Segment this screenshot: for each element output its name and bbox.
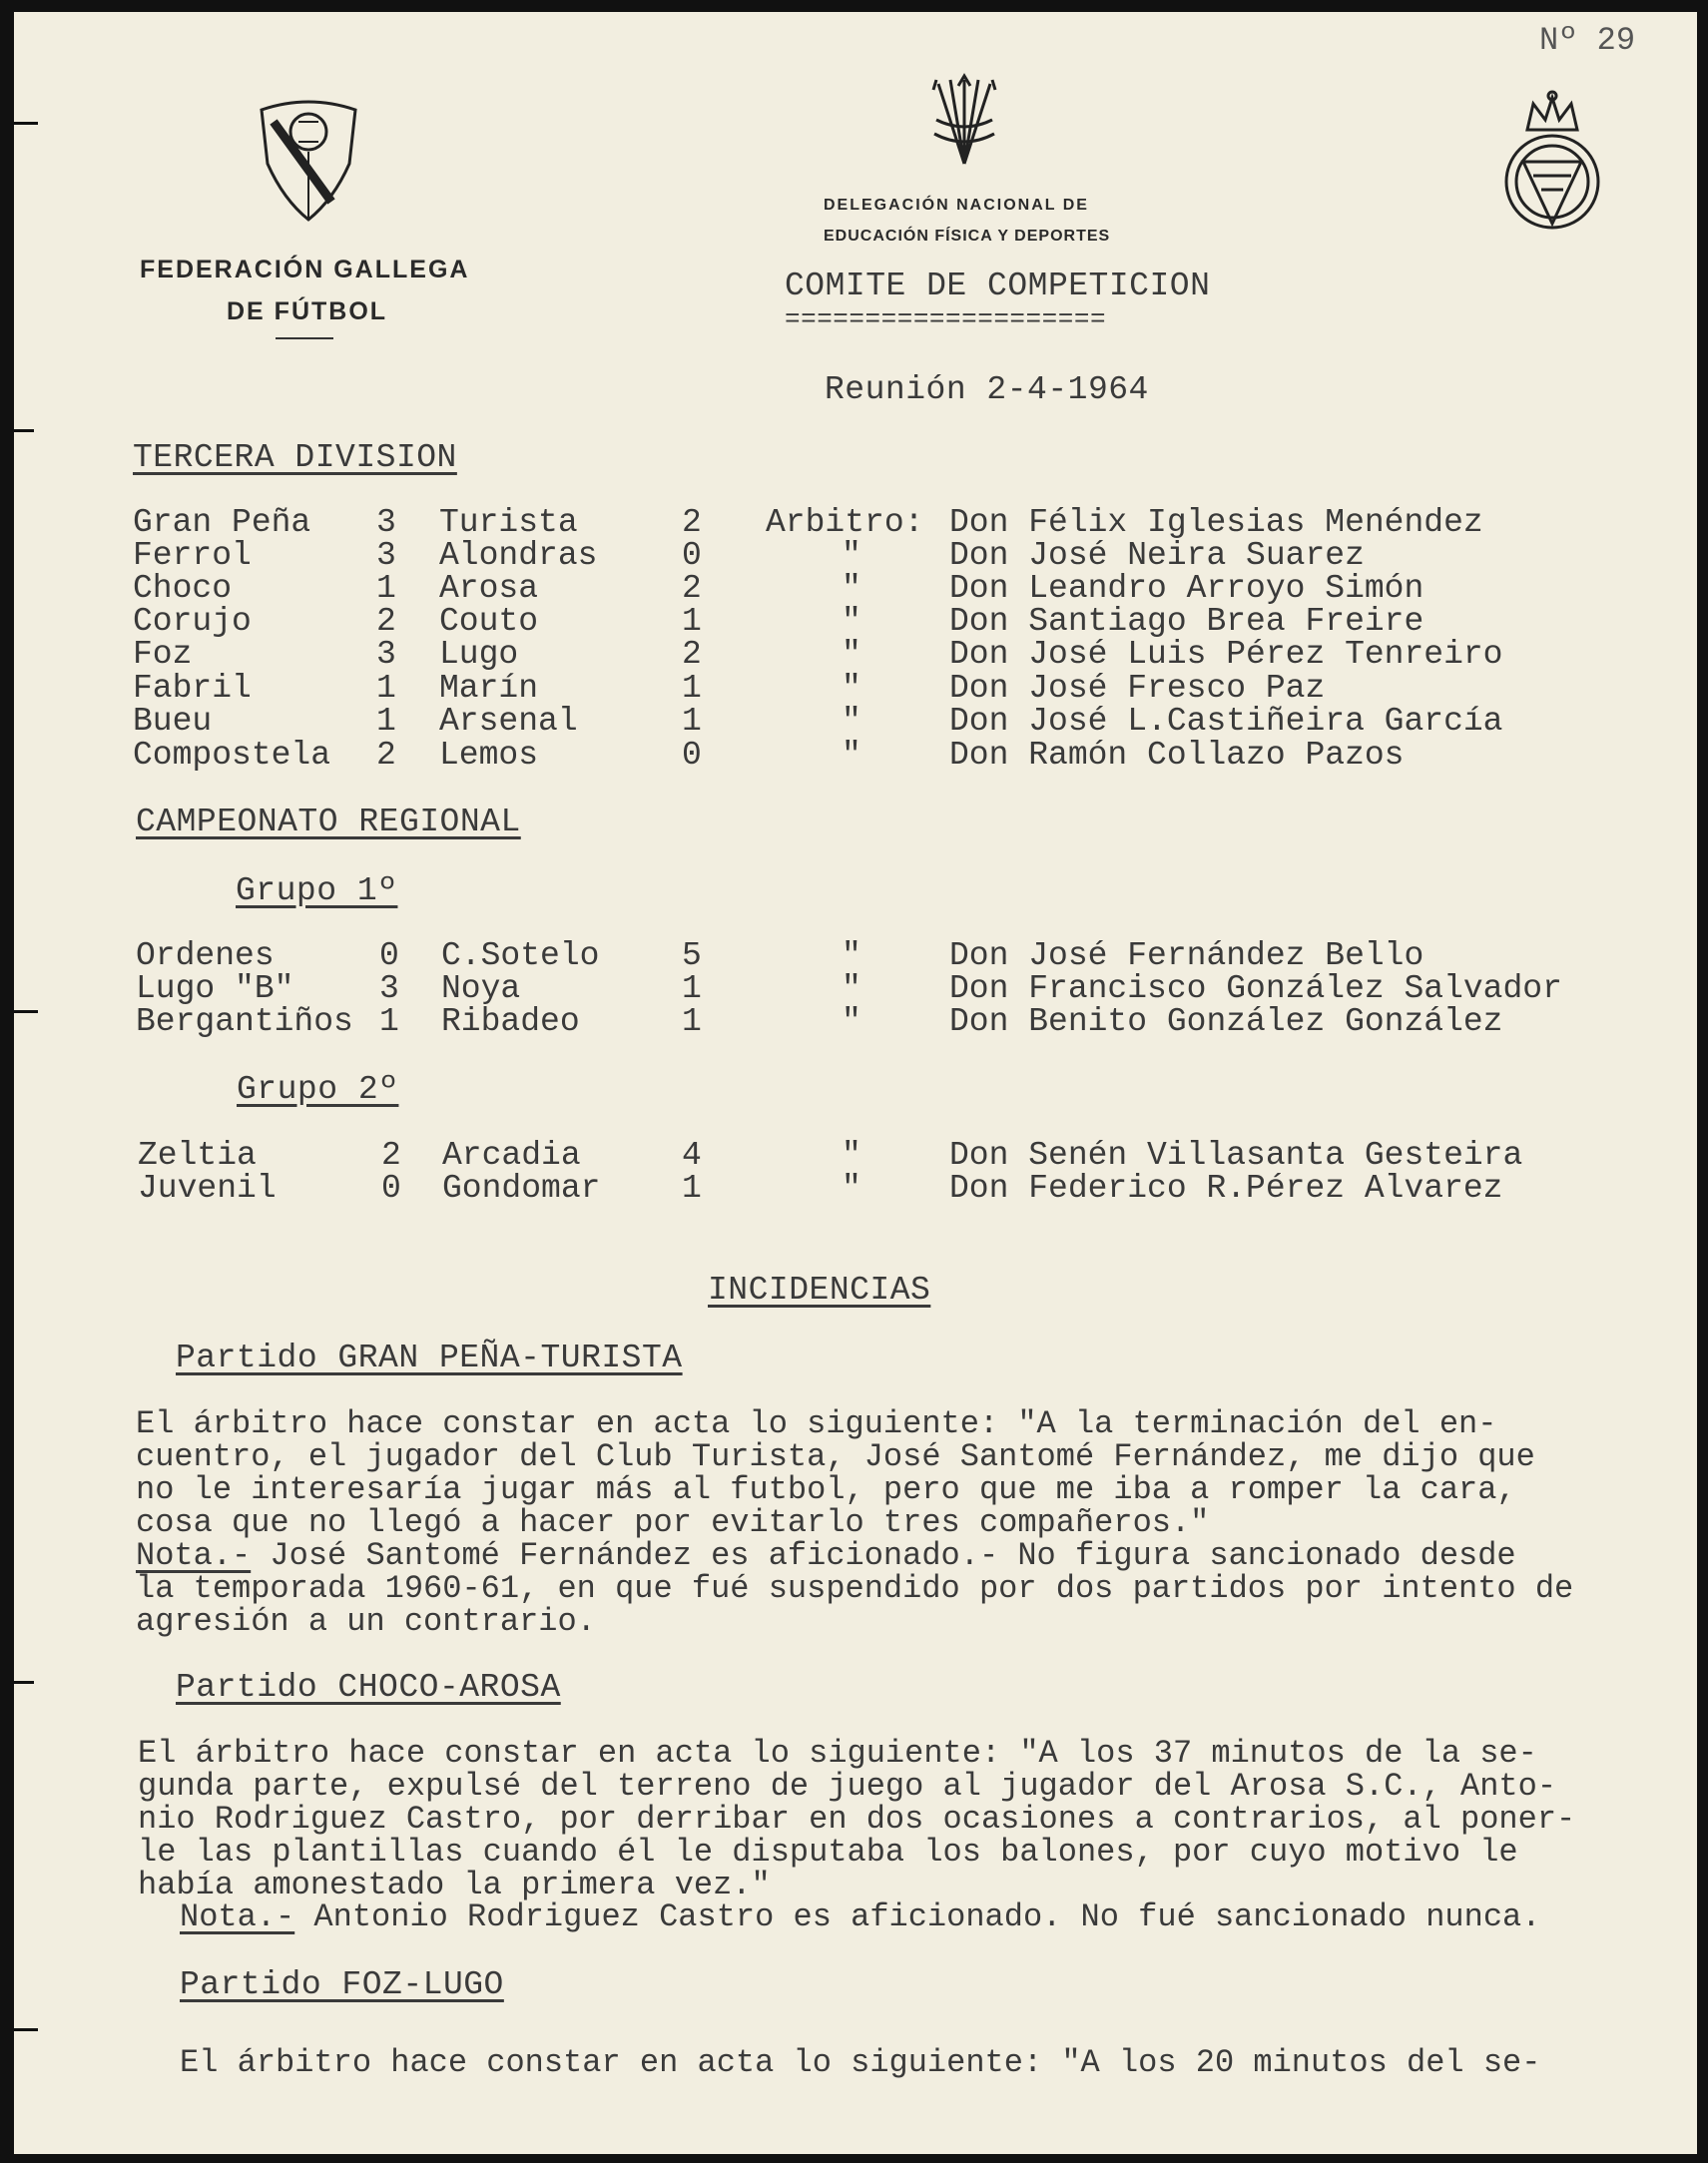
home-team: Bueu [133,703,213,740]
note-text: Antonio Rodriguez Castro es aficionado. No fué sancionado nunca. [294,1898,1541,1935]
referee-name: Don Federico R.Pérez Alvarez [949,1170,1503,1207]
referee-name: Don José Fernández Bello [949,937,1424,974]
match-row [133,739,1530,773]
note-label: Nota.- [180,1898,295,1935]
away-team: Arosa [439,570,539,607]
away-team: Noya [441,970,521,1007]
away-team: Arcadia [442,1137,581,1174]
federation-emblem-logo [254,92,363,224]
referee-name: Don José Luis Pérez Tenreiro [949,636,1503,673]
match-incident-title-3: Partido FOZ-LUGO [180,1966,504,2003]
match-row [133,705,1530,739]
ditto-mark: " [842,703,861,740]
away-score: 1 [682,703,702,740]
away-team: Arsenal [439,703,578,740]
home-score: 2 [381,1137,401,1174]
home-score: 3 [379,970,399,1007]
away-score: 1 [682,1003,702,1040]
referee-name: Don Leandro Arroyo Simón [949,570,1424,607]
committee-title: COMITE DE COMPETICION [785,268,1211,304]
home-team: Choco [133,570,233,607]
match-row [136,972,1633,1006]
incident-note-1 [136,1539,1516,1572]
group2-heading: Grupo 2º [237,1071,399,1108]
document-number: Nº 29 [1539,22,1636,59]
ditto-mark: " [842,970,861,1007]
home-score: 1 [376,703,396,740]
incident-body-2: El árbitro hace constar en acta lo siguiente: "A los 37 minutos de la se- gunda parte, expulsé del terreno de juego al jugador del Arosa S.C., Anto- nio Rodriguez Castro, por derribar en dos ocasiones a contrarios, al poner- le las plantillas cuando él le disputaba los balones, por cuyo motivo le había amonestado la primera vez." [138,1735,1576,1903]
referee-name: Don José L.Castiñeira García [949,703,1503,740]
home-team: Fabril [133,670,252,707]
home-score: 2 [376,603,396,640]
group1-heading: Grupo 1º [236,872,398,909]
home-score: 3 [376,504,396,541]
match-row [133,605,1530,639]
ditto-mark: " [842,636,861,673]
crowned-crest-emblem-logo [1497,90,1607,240]
away-score: 5 [682,937,702,974]
punch-mark [8,2028,38,2031]
referee-name: Don José Fresco Paz [949,670,1326,707]
referee-name: Don Santiago Brea Freire [949,603,1424,640]
match-incident-title-2: Partido CHOCO-AROSA [176,1669,561,1706]
home-team: Ferrol [133,537,252,574]
away-team: Gondomar [442,1170,601,1207]
home-team: Zeltia [138,1137,257,1174]
federation-rule [276,337,333,339]
away-score: 4 [682,1137,702,1174]
section-heading-incidencias: INCIDENCIAS [708,1272,931,1309]
committee-title-rule: ==================== [785,304,1107,334]
away-score: 0 [682,737,702,774]
yoke-arrows-emblem-logo [924,72,1004,170]
federation-name-line1: FEDERACIÓN GALLEGA [140,256,470,283]
incident-note-2 [180,1900,1540,1933]
punch-mark [8,429,34,432]
match-row [136,1005,1633,1039]
note-label: Nota.- [136,1537,252,1574]
home-team: Bergantiños [136,1003,353,1040]
home-team: Gran Peña [133,504,311,541]
home-team: Foz [133,636,193,673]
section-heading-regional: CAMPEONATO REGIONAL [136,804,521,840]
ditto-mark: " [842,603,861,640]
match-row [133,638,1530,672]
incident-note-1-line2: la temporada 1960-61, en que fué suspendido por dos partidos por intento de [136,1570,1574,1607]
away-team: Alondras [439,537,598,574]
ditto-mark: " [842,670,861,707]
home-score: 1 [379,1003,399,1040]
away-score: 2 [682,504,702,541]
home-team: Corujo [133,603,252,640]
home-score: 3 [376,636,396,673]
away-team: C.Sotelo [441,937,600,974]
away-team: Marín [439,670,539,707]
federation-name-line2: DE FÚTBOL [227,297,388,325]
away-score: 2 [682,636,702,673]
home-score: 2 [376,737,396,774]
ditto-mark: " [842,537,861,574]
home-team: Juvenil [138,1170,277,1207]
incident-body-3: El árbitro hace constar en acta lo siguiente: "A los 20 minutos del se- [180,2044,1541,2081]
ditto-mark: " [842,737,861,774]
ditto-mark: " [842,1170,861,1207]
ditto-mark: " [842,570,861,607]
match-row [138,1172,1635,1206]
away-score: 1 [682,970,702,1007]
ditto-mark: " [842,1003,861,1040]
match-row [133,506,1530,540]
match-row [138,1139,1635,1173]
away-team: Turista [439,504,578,541]
document-page [14,12,1697,2154]
match-row [136,939,1633,973]
home-score: 1 [376,670,396,707]
section-heading-tercera: TERCERA DIVISION [133,439,457,476]
match-row [133,539,1530,573]
away-team: Lugo [439,636,519,673]
home-score: 3 [376,537,396,574]
punch-mark [8,1681,34,1684]
away-score: 0 [682,537,702,574]
referee-name: Don Félix Iglesias Menéndez [949,504,1483,541]
away-team: Couto [439,603,539,640]
punch-mark [8,122,38,125]
home-team: Compostela [133,737,331,774]
ditto-mark: " [842,1137,861,1174]
referee-label: Arbitro: [766,504,924,541]
home-score: 0 [381,1170,401,1207]
home-score: 0 [379,937,399,974]
home-team: Ordenes [136,937,275,974]
away-score: 1 [682,603,702,640]
referee-name: Don Senén Villasanta Gesteira [949,1137,1523,1174]
referee-name: Don Francisco González Salvador [949,970,1562,1007]
incident-note-1-line3: agresión a un contrario. [136,1603,596,1640]
incident-body-1: El árbitro hace constar en acta lo siguiente: "A la terminación del en- cuentro, el jugador del Club Turista, José Santomé Fernández, me dijo que no le interesaría jugar más al futbol, pero que me iba a romper la cara, cosa que no llegó a hacer por evitarlo tres compañeros." [136,1405,1535,1541]
away-score: 1 [682,670,702,707]
meeting-date: Reunión 2-4-1964 [825,371,1149,408]
referee-name: Don José Neira Suarez [949,537,1365,574]
away-score: 2 [682,570,702,607]
note-text: José Santomé Fernández es aficionado.- No figura sancionado desde [251,1537,1516,1574]
delegation-line2: EDUCACIÓN FÍSICA Y DEPORTES [824,228,1111,245]
ditto-mark: " [842,937,861,974]
match-row [133,572,1530,606]
home-team: Lugo "B" [136,970,294,1007]
match-row [133,672,1530,706]
referee-name: Don Ramón Collazo Pazos [949,737,1405,774]
away-team: Lemos [439,737,539,774]
home-score: 1 [376,570,396,607]
match-incident-title-1: Partido GRAN PEÑA-TURISTA [176,1340,683,1376]
referee-name: Don Benito González González [949,1003,1503,1040]
punch-mark [8,1010,38,1013]
delegation-line1: DELEGACIÓN NACIONAL DE [824,197,1089,214]
away-team: Ribadeo [441,1003,580,1040]
away-score: 1 [682,1170,702,1207]
